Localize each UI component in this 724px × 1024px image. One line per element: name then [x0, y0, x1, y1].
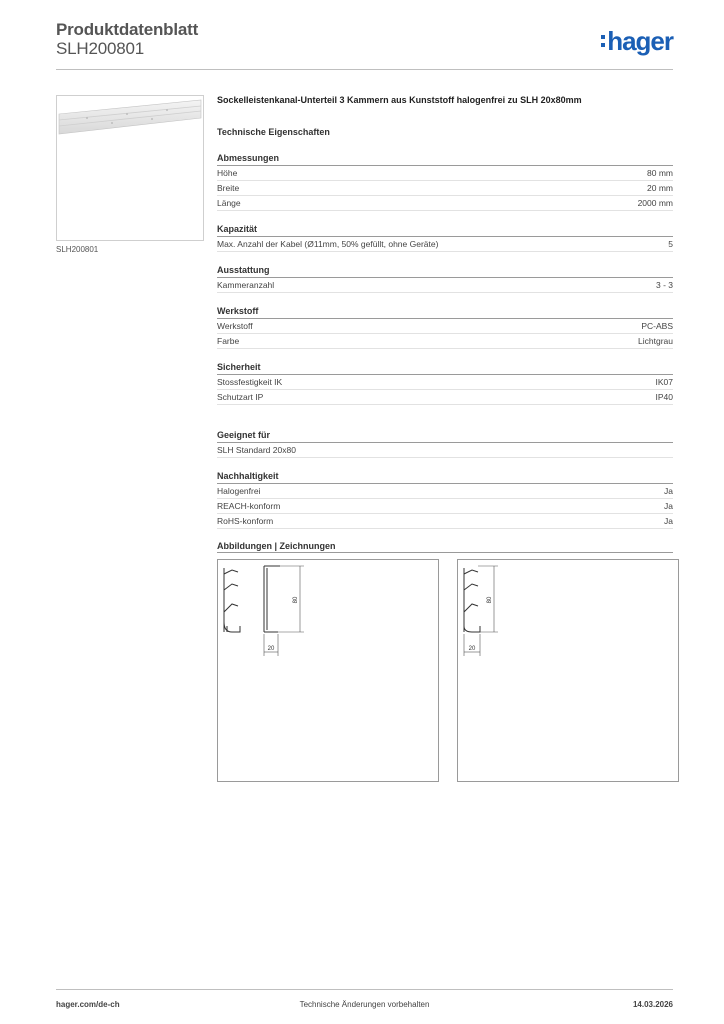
- property-value: Lichtgrau: [638, 336, 673, 346]
- property-row: [217, 334, 673, 349]
- property-row: [217, 443, 673, 458]
- property-value: 80 mm: [647, 168, 673, 178]
- property-label: Stossfestigkeit IK: [217, 377, 283, 387]
- property-row: [217, 237, 673, 252]
- property-row: [217, 196, 673, 211]
- property-label: Farbe: [217, 336, 240, 346]
- footer-disclaimer: Technische Änderungen vorbehalten: [299, 1000, 430, 1009]
- property-value: 3 - 3: [655, 280, 673, 290]
- property-label: SLH Standard 20x80: [217, 445, 296, 455]
- product-photo-icon: [57, 96, 203, 240]
- property-label: Höhe: [217, 168, 238, 178]
- property-value: Ja: [664, 501, 673, 511]
- property-value: Ja: [664, 486, 673, 496]
- footer-website-link[interactable]: hager.com/de-ch: [56, 1000, 120, 1009]
- property-label: Halogenfrei: [217, 486, 261, 496]
- property-value: IP40: [655, 392, 673, 402]
- property-value: 20 mm: [647, 183, 673, 193]
- technical-drawing-right: [457, 559, 679, 782]
- property-label: Max. Anzahl der Kabel (Ø11mm, 50% gefüllt, ohne Geräte): [217, 239, 439, 249]
- figures-heading: Abbildungen | Zeichnungen: [217, 541, 673, 553]
- property-value: IK07: [655, 377, 673, 387]
- document-title: Produktdatenblatt: [56, 20, 199, 39]
- property-value: Ja: [664, 516, 673, 526]
- property-label: Länge: [217, 198, 241, 208]
- drawing-dimension-height: 80: [293, 596, 299, 604]
- group-abmessungen: [217, 152, 673, 211]
- group-geeignet-fuer: [217, 429, 673, 458]
- group-title: Abmessungen: [217, 152, 673, 166]
- product-image: [56, 95, 204, 241]
- product-details: [217, 95, 673, 529]
- drawing-dimension-width: 20: [468, 646, 476, 652]
- property-row: [217, 375, 673, 390]
- group-title: Werkstoff: [217, 305, 673, 319]
- group-title: Ausstattung: [217, 264, 673, 278]
- property-row: [217, 278, 673, 293]
- property-row: [217, 484, 673, 499]
- property-value: 2000 mm: [637, 198, 673, 208]
- property-row: [217, 514, 673, 529]
- property-label: REACH-konform: [217, 501, 281, 511]
- profile-drawing-icon: [218, 560, 438, 781]
- group-ausstattung: [217, 264, 673, 293]
- property-row: [217, 319, 673, 334]
- group-title: Sicherheit: [217, 361, 673, 375]
- property-label: Breite: [217, 183, 240, 193]
- profile-drawing-icon: [458, 560, 678, 781]
- group-title: Nachhaltigkeit: [217, 470, 673, 484]
- drawing-dimension-height: 80: [487, 596, 493, 604]
- property-row: [217, 390, 673, 405]
- document-article-number: SLH200801: [56, 39, 144, 58]
- hager-logo[interactable]: [601, 26, 673, 56]
- technical-drawing-left: [217, 559, 439, 782]
- page-footer: [56, 989, 673, 1009]
- property-row: [217, 499, 673, 514]
- logo-dots-icon: [601, 33, 605, 49]
- property-row: [217, 181, 673, 196]
- group-title: Geeignet für: [217, 429, 673, 443]
- property-value: 5: [668, 239, 673, 249]
- drawing-dimension-width: 20: [267, 646, 275, 652]
- group-sicherheit: [217, 361, 673, 405]
- product-image-caption: SLH200801: [56, 245, 99, 254]
- property-label: RoHS-konform: [217, 516, 274, 526]
- product-title: Sockelleistenkanal-Unterteil 3 Kammern aus Kunststoff halogenfrei zu SLH 20x80mm: [217, 95, 582, 105]
- technical-properties-heading: Technische Eigenschaften: [217, 127, 330, 137]
- property-value: PC-ABS: [641, 321, 673, 331]
- property-row: [217, 166, 673, 181]
- group-kapazitaet: [217, 223, 673, 252]
- group-title: Kapazität: [217, 223, 673, 237]
- property-label: Werkstoff: [217, 321, 253, 331]
- property-label: Kammeranzahl: [217, 280, 275, 290]
- group-werkstoff: [217, 305, 673, 349]
- property-label: Schutzart IP: [217, 392, 264, 402]
- page-header: [56, 20, 673, 70]
- logo-text: hager: [607, 26, 673, 56]
- footer-date: 14.03.2026: [632, 1000, 673, 1009]
- group-nachhaltigkeit: [217, 470, 673, 529]
